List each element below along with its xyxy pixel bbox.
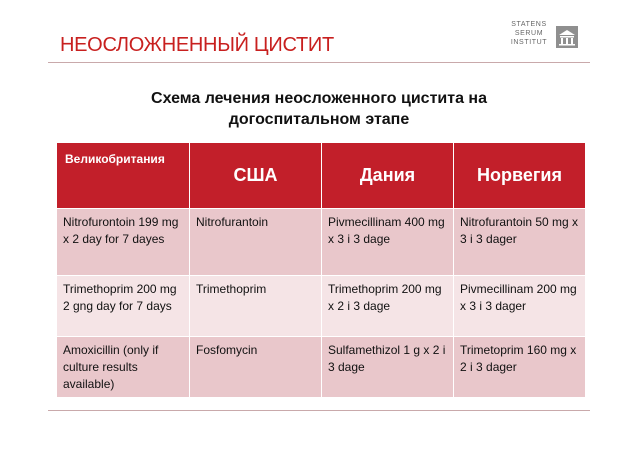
table-cell: Sulfamethizol 1 g x 2 i 3 dage [322,337,454,398]
subtitle-line-1: Схема лечения неосложенного цистита на [151,90,487,107]
header-denmark: Дания [322,143,454,209]
header-usa: США [190,143,322,209]
header-divider [48,62,590,63]
table-cell: Trimethoprim [190,276,322,337]
table-cell: Amoxicillin (only if culture results available) [57,337,190,398]
treatment-table [56,142,586,398]
slide-subtitle [60,88,578,130]
logo-text [506,20,552,47]
table-cell: Fosfomycin [190,337,322,398]
table-cell: Nitrofurontoin 199 mg x 2 day for 7 dayes [57,209,190,276]
table-row [57,209,586,276]
table-row [57,337,586,398]
table-cell: Nitrofurantoin 50 mg x 3 i 3 dager [454,209,586,276]
table-cell: Pivmecillinam 400 mg x 3 i 3 dage [322,209,454,276]
table-cell: Trimetoprim 160 mg x 2 i 3 dager [454,337,586,398]
logo-line-1: STATENS [511,21,547,28]
footer-divider [48,410,590,411]
statens-serum-institut-logo [506,20,586,60]
logo-line-3: INSTITUT [510,39,548,46]
subtitle-line-2: догоспитальном этапе [228,111,410,128]
table-cell: Trimethoprim 200 mg 2 gng day for 7 days [57,276,190,337]
table-row [57,276,586,337]
table-cell: Pivmecillinam 200 mg x 3 i 3 dager [454,276,586,337]
table-cell: Nitrofurantoin [190,209,322,276]
logo-line-2: SERUM [514,30,544,37]
slide-title: НЕОСЛОЖНЕННЫЙ ЦИСТИТ [60,34,334,56]
building-emblem-icon [556,26,578,48]
table-cell: Trimethoprim 200 mg x 2 i 3 dage [322,276,454,337]
table-header-row [57,143,586,209]
header-norway: Норвегия [454,143,586,209]
header-uk: Великобритания [57,143,190,209]
